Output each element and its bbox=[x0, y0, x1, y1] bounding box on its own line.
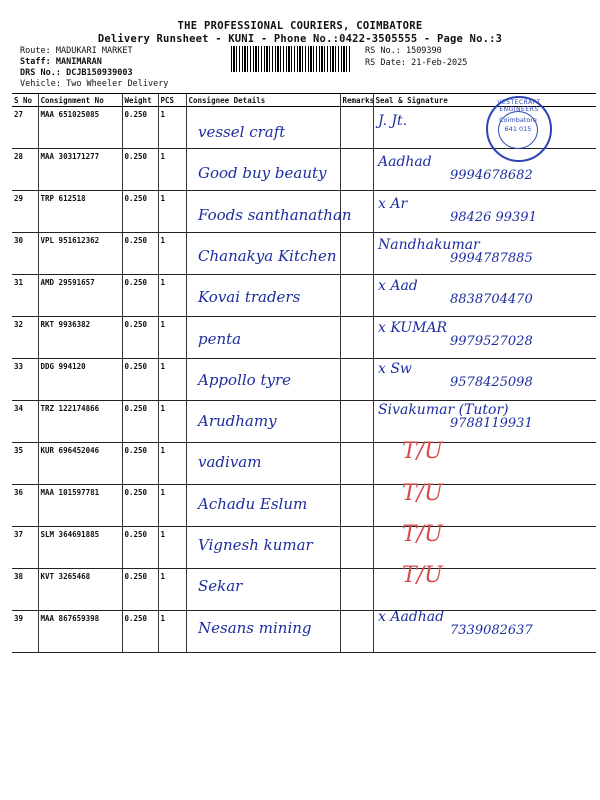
col-pcs: PCS bbox=[158, 94, 186, 107]
col-weight: Weight bbox=[122, 94, 158, 107]
cell-pcs: 1 bbox=[158, 191, 186, 233]
cell-cons: SLM 364691885 bbox=[38, 527, 122, 569]
drs-line bbox=[20, 68, 133, 79]
cell-pcs: 1 bbox=[158, 233, 186, 275]
cell-remarks bbox=[340, 527, 373, 569]
cell-remarks bbox=[340, 611, 373, 653]
cell-sno: 30 bbox=[12, 233, 38, 275]
cell-sno: 32 bbox=[12, 317, 38, 359]
cell-weight: 0.250 bbox=[122, 317, 158, 359]
col-sno: S No bbox=[12, 94, 38, 107]
route-label: Route: bbox=[20, 46, 51, 56]
cell-weight: 0.250 bbox=[122, 275, 158, 317]
seal-ring-text: VESTECRAFT ENGINEERS bbox=[497, 99, 541, 113]
cell-weight: 0.250 bbox=[122, 107, 158, 149]
cell-remarks bbox=[340, 401, 373, 443]
cell-cons: DDG 994120 bbox=[38, 359, 122, 401]
cell-weight: 0.250 bbox=[122, 233, 158, 275]
cell-sno: 38 bbox=[12, 569, 38, 611]
staff-value: MANIMARAN bbox=[55, 57, 102, 67]
rs-no-label: RS No.: bbox=[365, 46, 401, 56]
cell-weight: 0.250 bbox=[122, 149, 158, 191]
signature: x Ar bbox=[378, 195, 408, 212]
cell-pcs: 1 bbox=[158, 149, 186, 191]
consignee-name: penta bbox=[198, 329, 242, 348]
cell-remarks bbox=[340, 569, 373, 611]
cell-cons: TRZ 122174866 bbox=[38, 401, 122, 443]
cell-sno: 34 bbox=[12, 401, 38, 443]
phone-number: 7339082637 bbox=[450, 622, 533, 638]
cell-remarks bbox=[340, 359, 373, 401]
drs-label: DRS No.: bbox=[20, 68, 61, 78]
cell-weight: 0.250 bbox=[122, 191, 158, 233]
cell-pcs: 1 bbox=[158, 527, 186, 569]
cell-weight: 0.250 bbox=[122, 527, 158, 569]
cell-remarks bbox=[340, 233, 373, 275]
cell-cons: MAA 651025085 bbox=[38, 107, 122, 149]
cell-pcs: 1 bbox=[158, 317, 186, 359]
cell-sno: 36 bbox=[12, 485, 38, 527]
seal-pin: 641 015 bbox=[504, 125, 532, 133]
consignee-name: Foods santhanathan bbox=[198, 205, 352, 224]
cell-pcs: 1 bbox=[158, 569, 186, 611]
route-value: MADUKARI MARKET bbox=[55, 46, 133, 56]
consignee-name: Appollo tyre bbox=[198, 370, 292, 389]
cell-weight: 0.250 bbox=[122, 569, 158, 611]
remark-mark: T/U bbox=[402, 439, 443, 465]
document-title: THE PROFESSIONAL COURIERS, COIMBATORE bbox=[177, 20, 423, 32]
remark-mark: T/U bbox=[402, 480, 443, 506]
col-consignment: Consignment No bbox=[38, 94, 122, 107]
cell-remarks bbox=[340, 317, 373, 359]
consignee-name: Good buy beauty bbox=[198, 164, 327, 183]
consignee-name: Kovai traders bbox=[198, 288, 301, 307]
seal-city: Coimbatore bbox=[499, 116, 537, 124]
consignee-name: vadivam bbox=[198, 453, 262, 472]
phone-number: 98426 99391 bbox=[450, 209, 537, 225]
rs-no-value: 1509390 bbox=[405, 46, 442, 56]
cell-cons: TRP 612518 bbox=[38, 191, 122, 233]
consignee-name: vessel craft bbox=[198, 123, 286, 141]
cell-weight: 0.250 bbox=[122, 485, 158, 527]
cell-cons: VPL 951612362 bbox=[38, 233, 122, 275]
route-line bbox=[20, 46, 133, 57]
cell-weight: 0.250 bbox=[122, 359, 158, 401]
cell-cons: KUR 696452046 bbox=[38, 443, 122, 485]
vehicle-label: Vehicle: bbox=[20, 79, 61, 89]
rs-date-value: 21-Feb-2025 bbox=[411, 58, 468, 68]
col-remarks: Remarks bbox=[340, 94, 373, 107]
cell-sno: 35 bbox=[12, 443, 38, 485]
cell-weight: 0.250 bbox=[122, 611, 158, 653]
cell-sno: 39 bbox=[12, 611, 38, 653]
cell-pcs: 1 bbox=[158, 443, 186, 485]
cell-cons: MAA 101597781 bbox=[38, 485, 122, 527]
cell-pcs: 1 bbox=[158, 401, 186, 443]
col-seal-signature: Seal & Signature bbox=[373, 94, 596, 107]
consignee-name: Vignesh kumar bbox=[198, 536, 313, 554]
cell-sno: 29 bbox=[12, 191, 38, 233]
phone-number: 9788119931 bbox=[450, 416, 533, 432]
cell-weight: 0.250 bbox=[122, 401, 158, 443]
phone-number: 9578425098 bbox=[450, 374, 533, 390]
phone-number: 9994678682 bbox=[450, 168, 533, 184]
remark-mark: T/U bbox=[402, 522, 443, 547]
signature: x Aadhad bbox=[378, 608, 445, 625]
barcode bbox=[231, 46, 351, 72]
phone-number: 8838704470 bbox=[450, 292, 533, 308]
signature: Aadhad bbox=[378, 154, 432, 171]
rs-date-line bbox=[365, 58, 467, 69]
cell-remarks bbox=[340, 275, 373, 317]
cell-remarks bbox=[340, 107, 373, 149]
cell-cons: RKT 9936382 bbox=[38, 317, 122, 359]
signature: Nandhakumar bbox=[378, 236, 480, 253]
consignee-name: Chanakya Kitchen bbox=[198, 246, 337, 265]
phone-number: 9994787885 bbox=[450, 250, 533, 266]
seal-center bbox=[498, 111, 538, 149]
cell-sno: 31 bbox=[12, 275, 38, 317]
cell-remarks bbox=[340, 485, 373, 527]
vehicle-line bbox=[20, 79, 168, 90]
table-row bbox=[12, 443, 596, 485]
cell-pcs: 1 bbox=[158, 611, 186, 653]
consignee-name: Achadu Eslum bbox=[198, 494, 308, 513]
signature: Sivakumar (Tutor) bbox=[378, 402, 509, 419]
document-subtitle: Delivery Runsheet - KUNI - Phone No.:0422-3505555 - Page No.:3 bbox=[97, 33, 503, 45]
consignee-name: Arudhamy bbox=[198, 412, 277, 431]
cell-sno: 28 bbox=[12, 149, 38, 191]
cell-sno: 33 bbox=[12, 359, 38, 401]
cell-remarks bbox=[340, 149, 373, 191]
signature: x KUMAR bbox=[378, 319, 448, 336]
vehicle-value: Two Wheeler Delivery bbox=[66, 79, 169, 89]
staff-label: Staff: bbox=[20, 57, 51, 67]
drs-value: DCJB150939003 bbox=[66, 68, 133, 78]
staff-line bbox=[20, 57, 102, 68]
company-seal bbox=[486, 96, 552, 162]
signature: x Aad bbox=[378, 278, 418, 295]
cell-cons: KVT 3265468 bbox=[38, 569, 122, 611]
rs-no-line bbox=[365, 46, 442, 57]
cell-pcs: 1 bbox=[158, 485, 186, 527]
cell-remarks bbox=[340, 443, 373, 485]
table-row bbox=[12, 569, 596, 611]
cell-cons: AMD 29591657 bbox=[38, 275, 122, 317]
remark-mark: T/U bbox=[402, 563, 443, 589]
cell-cons: MAA 303171277 bbox=[38, 149, 122, 191]
cell-pcs: 1 bbox=[158, 107, 186, 149]
cell-cons: MAA 867659398 bbox=[38, 611, 122, 653]
consignee-name: Sekar bbox=[198, 577, 243, 596]
cell-sno: 37 bbox=[12, 527, 38, 569]
cell-pcs: 1 bbox=[158, 275, 186, 317]
signature: x Sw bbox=[378, 360, 412, 377]
consignee-name: Nesans mining bbox=[198, 618, 312, 637]
cell-weight: 0.250 bbox=[122, 443, 158, 485]
phone-number: 9979527028 bbox=[450, 333, 533, 349]
rs-date-label: RS Date: bbox=[365, 58, 406, 68]
cell-pcs: 1 bbox=[158, 359, 186, 401]
col-consignee: Consignee Details bbox=[186, 94, 340, 107]
cell-sno: 27 bbox=[12, 107, 38, 149]
signature: J. Jt. bbox=[378, 113, 408, 129]
